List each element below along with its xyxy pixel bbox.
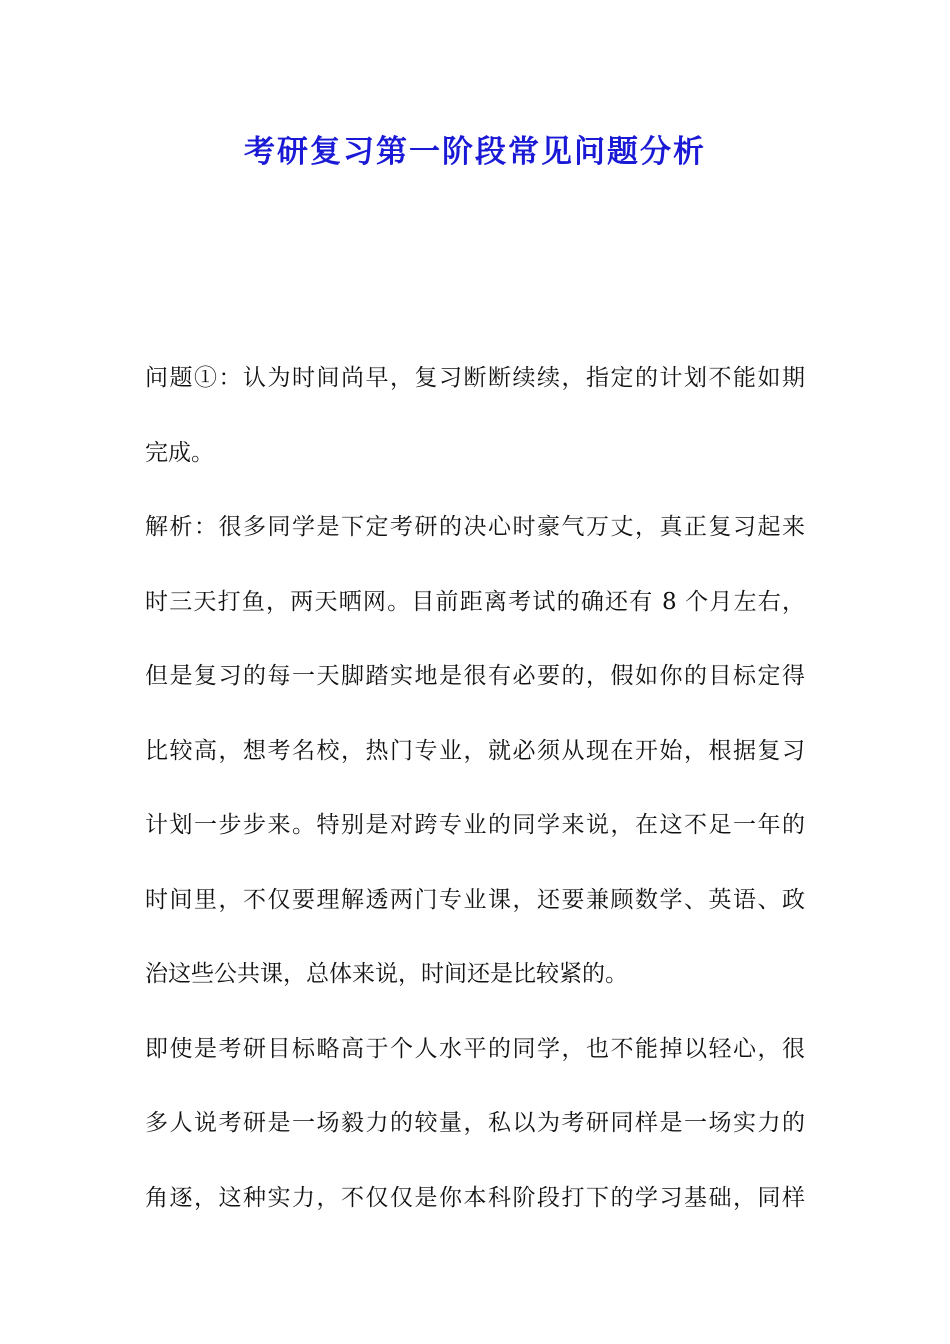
body-line-9: 治这些公共课，总体来说，时间还是比较紧的。	[145, 961, 628, 987]
body-line-3: 解析：很多同学是下定考研的决心时豪气万丈，真正复习起来	[145, 514, 805, 540]
body-line-4: 时三天打鱼，两天晒网。目前距离考试的确还有 8 个月左右，	[145, 588, 805, 615]
body-line-7: 计划一步步来。特别是对跨专业的同学来说，在这不足一年的	[145, 812, 805, 838]
body-line-12: 角逐，这种实力，不仅仅是你本科阶段打下的学习基础，同样	[145, 1184, 805, 1211]
body-line-5: 但是复习的每一天脚踏实地是很有必要的，假如你的目标定得	[145, 663, 805, 689]
body-line-6: 比较高，想考名校，热门专业，就必须从现在开始，根据复习	[145, 737, 805, 764]
body-line-8: 时间里，不仅要理解透两门专业课，还要兼顾数学、英语、政	[145, 886, 805, 913]
body-line-1: 问题①：认为时间尚早，复习断断续续，指定的计划不能如期	[145, 365, 805, 391]
document-title: 考研复习第一阶段常见问题分析	[244, 134, 706, 170]
document-body	[145, 341, 805, 1235]
body-line-10: 即使是考研目标略高于个人水平的同学，也不能掉以轻心，很	[145, 1035, 805, 1062]
body-line-2: 完成。	[145, 439, 214, 466]
body-line-11: 多人说考研是一场毅力的较量，私以为考研同样是一场实力的	[145, 1110, 805, 1136]
